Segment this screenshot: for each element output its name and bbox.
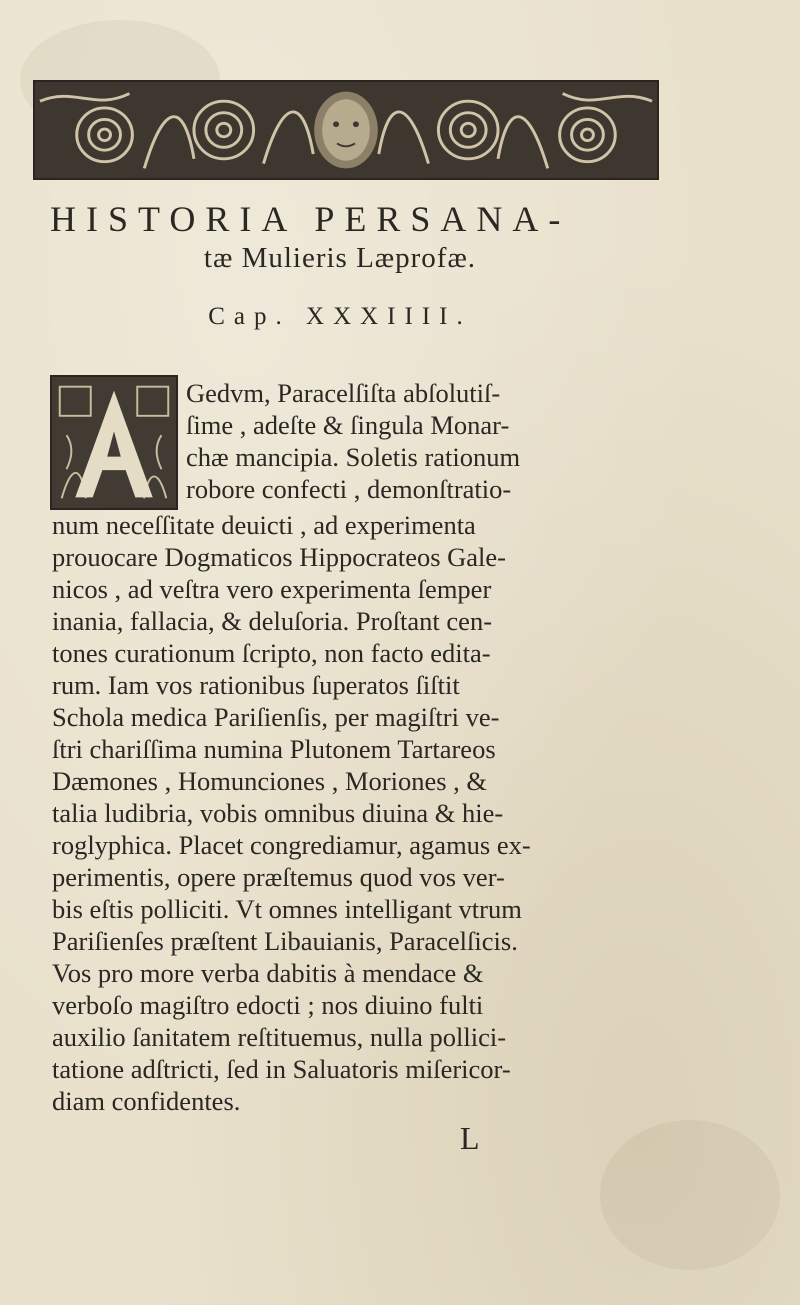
text-line: talia ludibria, vobis omnibus diuina & hie- [52, 798, 504, 828]
catchword: L [460, 1120, 480, 1156]
text-line: perimentis, opere præſtemus quod vos ver- [52, 862, 505, 892]
text-line: ſime , adeſte & ſingula Monar- [186, 410, 510, 440]
text-line: bis eſtis polliciti. Vt omnes intelligant vtrum [52, 894, 522, 924]
text-line: chæ mancipia. Soletis rationum [186, 442, 521, 472]
text-line: auxilio ſanitatem reſtituemus, nulla pollici- [52, 1022, 507, 1052]
headpiece-ornament [33, 80, 659, 180]
chapter-heading: Cap. XXXIIII. [208, 303, 472, 330]
text-line: verboſo magiſtro edocti ; nos diuino fulti [52, 990, 484, 1020]
text-line: Pariſienſes præſtent Libauianis, Paracelſicis. [52, 926, 518, 956]
text-line: Gedvm, Paracelſiſta abſolutiſ- [186, 378, 501, 408]
text-line: diam confidentes. [52, 1086, 241, 1116]
text-line: tatione adſtricti, ſed in Saluatoris miſericor- [52, 1054, 511, 1084]
title-line-2: tæ Mulieris Læprofæ. [203, 242, 477, 274]
text-line: tones curationum ſcripto, non facto edita- [52, 638, 491, 668]
headpiece-ornament-image [35, 82, 657, 178]
text-line: nicos , ad veſtra vero experimenta ſemper [52, 574, 492, 604]
text-line: Vos pro more verba dabitis à mendace & [52, 958, 484, 988]
text-line: roglyphica. Placet congrediamur, agamus ex- [52, 830, 531, 860]
drop-cap-image [52, 377, 176, 508]
text-line: prouocare Dogmaticos Hippocrateos Gale- [52, 542, 507, 572]
text-line: ſtri chariſſima numina Plutonem Tartareos [52, 734, 496, 764]
text-line: num neceſſitate deuicti , ad experimenta [52, 510, 476, 540]
title-line-1: HISTORIA PERSANA- [50, 199, 571, 239]
drop-cap-initial [50, 375, 178, 510]
paper-stain [600, 1120, 780, 1270]
text-line: inania, fallacia, & deluſoria. Proſtant cen- [52, 606, 493, 636]
text-line: rum. Iam vos rationibus ſuperatos ſiſtit [52, 670, 460, 700]
text-line: Dæmones , Homunciones , Moriones , & [52, 766, 488, 796]
text-line: Schola medica Pariſienſis, per magiſtri ve- [52, 702, 500, 732]
text-line: robore confecti , demonſtratio- [186, 474, 512, 504]
